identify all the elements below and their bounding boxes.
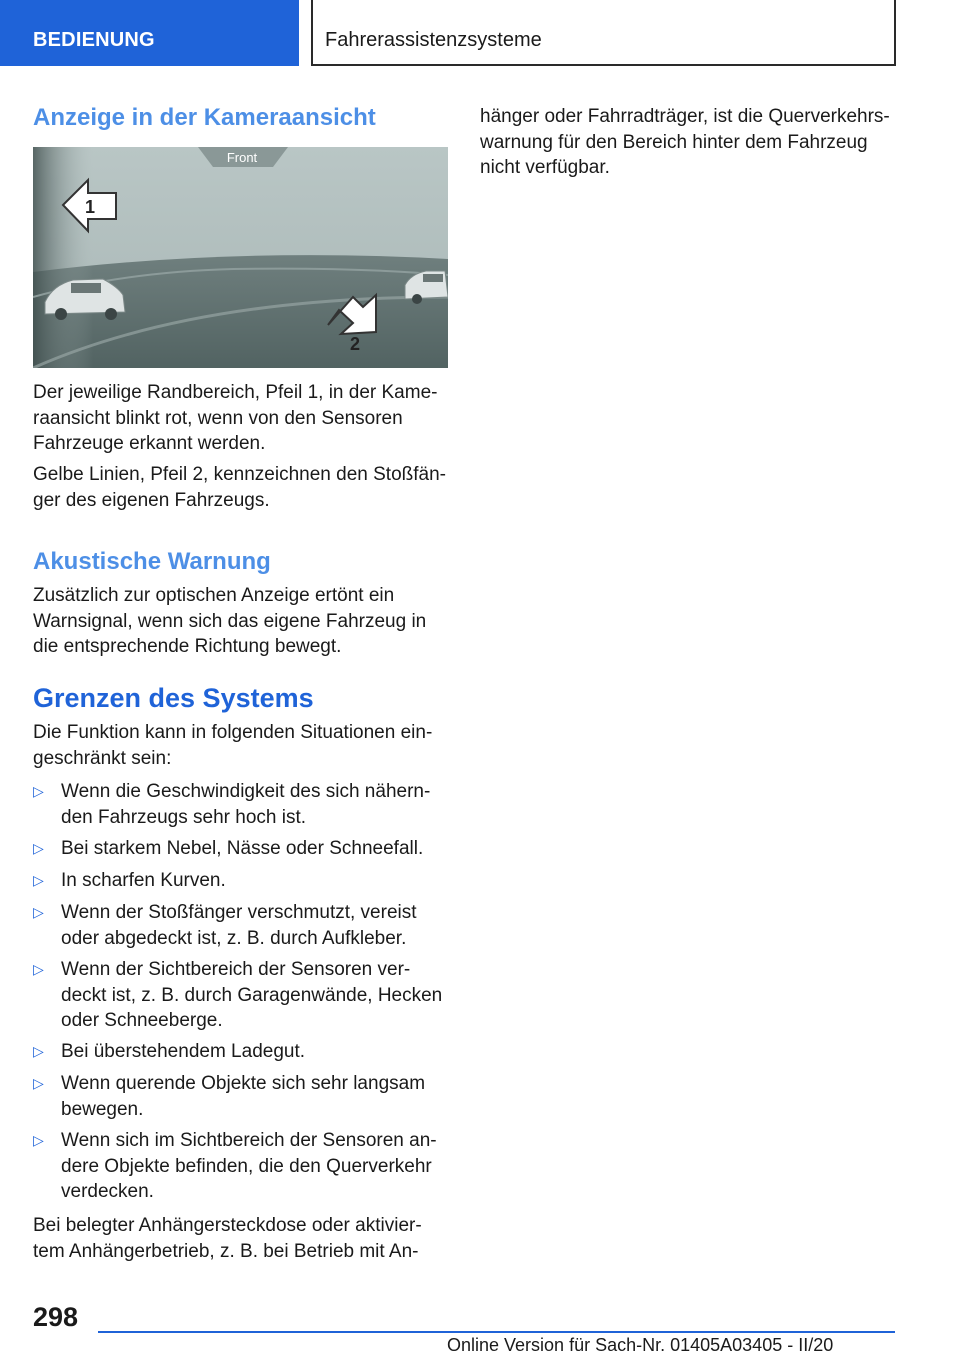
front-label: Front — [226, 150, 258, 165]
text-line: Warnsignal, wenn sich das eigene Fahrzeug in — [33, 610, 427, 632]
triangle-bullet-icon: ▷ — [33, 783, 44, 799]
heading-acoustic-warning: Akustische Warnung — [33, 548, 271, 575]
text-line: geschränkt sein: — [33, 747, 172, 769]
arrow-1-label: 1 — [84, 197, 96, 217]
text-line: Bei starkem Nebel, Nässe oder Schneefall. — [61, 838, 424, 859]
triangle-bullet-icon: ▷ — [33, 1075, 44, 1091]
heading-system-limits: Grenzen des Systems — [33, 683, 314, 713]
text-line: Die Funktion kann in folgenden Situationen ein- — [33, 722, 433, 743]
text-line: raansicht blinkt rot, wenn von den Sensoren — [33, 407, 403, 429]
text-line: deckt ist, z. B. durch Garagenwände, Hecken — [61, 984, 443, 1006]
text-line: verdecken. — [61, 1181, 154, 1202]
text-line: oder Schneeberge. — [61, 1010, 223, 1031]
text-line: Der jeweilige Randbereich, Pfeil 1, in der Kame- — [33, 382, 438, 403]
bullet-list — [33, 0, 449, 1362]
heading-camera-view: Anzeige in der Kameraansicht — [33, 104, 376, 131]
chapter-title: Fahrerassistenzsysteme — [325, 29, 542, 51]
triangle-bullet-icon: ▷ — [33, 904, 44, 920]
text-line: Wenn querende Objekte sich sehr langsam — [61, 1073, 426, 1094]
section-title: BEDIENUNG — [33, 29, 155, 51]
triangle-bullet-icon: ▷ — [33, 840, 44, 856]
text-line: den Fahrzeugs sehr hoch ist. — [61, 806, 307, 828]
text-line: tem Anhängerbetrieb, z. B. bei Betrieb mit An- — [33, 1240, 419, 1262]
text-line: Bei belegter Anhängersteckdose oder aktivier- — [33, 1215, 422, 1236]
text-line: die entsprechende Richtung bewegt. — [33, 636, 342, 657]
online-version-note: Online Version für Sach-Nr. 01405A03405 - II/20 — [447, 1335, 834, 1355]
text-line: Zusätzlich zur optischen Anzeige ertönt ein — [33, 585, 395, 606]
text-line: nicht verfügbar. — [480, 157, 610, 178]
triangle-bullet-icon: ▷ — [33, 1132, 44, 1148]
triangle-bullet-icon: ▷ — [33, 1043, 44, 1059]
text-line: Gelbe Linien, Pfeil 2, kennzeichnen den Stoßfän- — [33, 464, 446, 485]
text-line: warnung für den Bereich hinter dem Fahrzeug — [480, 131, 868, 153]
triangle-bullet-icon: ▷ — [33, 961, 44, 977]
text-line: Wenn die Geschwindigkeit des sich nähern- — [61, 781, 431, 802]
text-line: Bei überstehendem Ladegut. — [61, 1041, 306, 1062]
text-line: ger des eigenen Fahrzeugs. — [33, 489, 270, 511]
footer-divider — [98, 1331, 895, 1333]
page-number: 298 — [33, 1302, 79, 1332]
text-line: bewegen. — [61, 1098, 144, 1120]
paragraph-trailer — [33, 1213, 422, 1264]
paragraph-trailer-continued — [480, 104, 890, 181]
text-line: dere Objekte befinden, die den Querverkehr — [61, 1155, 432, 1177]
text-line: Wenn der Stoßfänger verschmutzt, vereist — [61, 902, 417, 923]
text-line: Wenn sich im Sichtbereich der Sensoren an- — [61, 1130, 437, 1151]
text-line: In scharfen Kurven. — [61, 870, 226, 891]
triangle-bullet-icon: ▷ — [33, 872, 44, 888]
arrow-2-label: 2 — [349, 334, 361, 354]
text-line: Wenn der Sichtbereich der Sensoren ver- — [61, 959, 411, 980]
text-line: hänger oder Fahrradträger, ist die Querverkehrs- — [480, 106, 890, 127]
text-line: oder abgedeckt ist, z. B. durch Aufkleber. — [61, 927, 407, 949]
text-line: Fahrzeuge erkannt werden. — [33, 433, 266, 454]
